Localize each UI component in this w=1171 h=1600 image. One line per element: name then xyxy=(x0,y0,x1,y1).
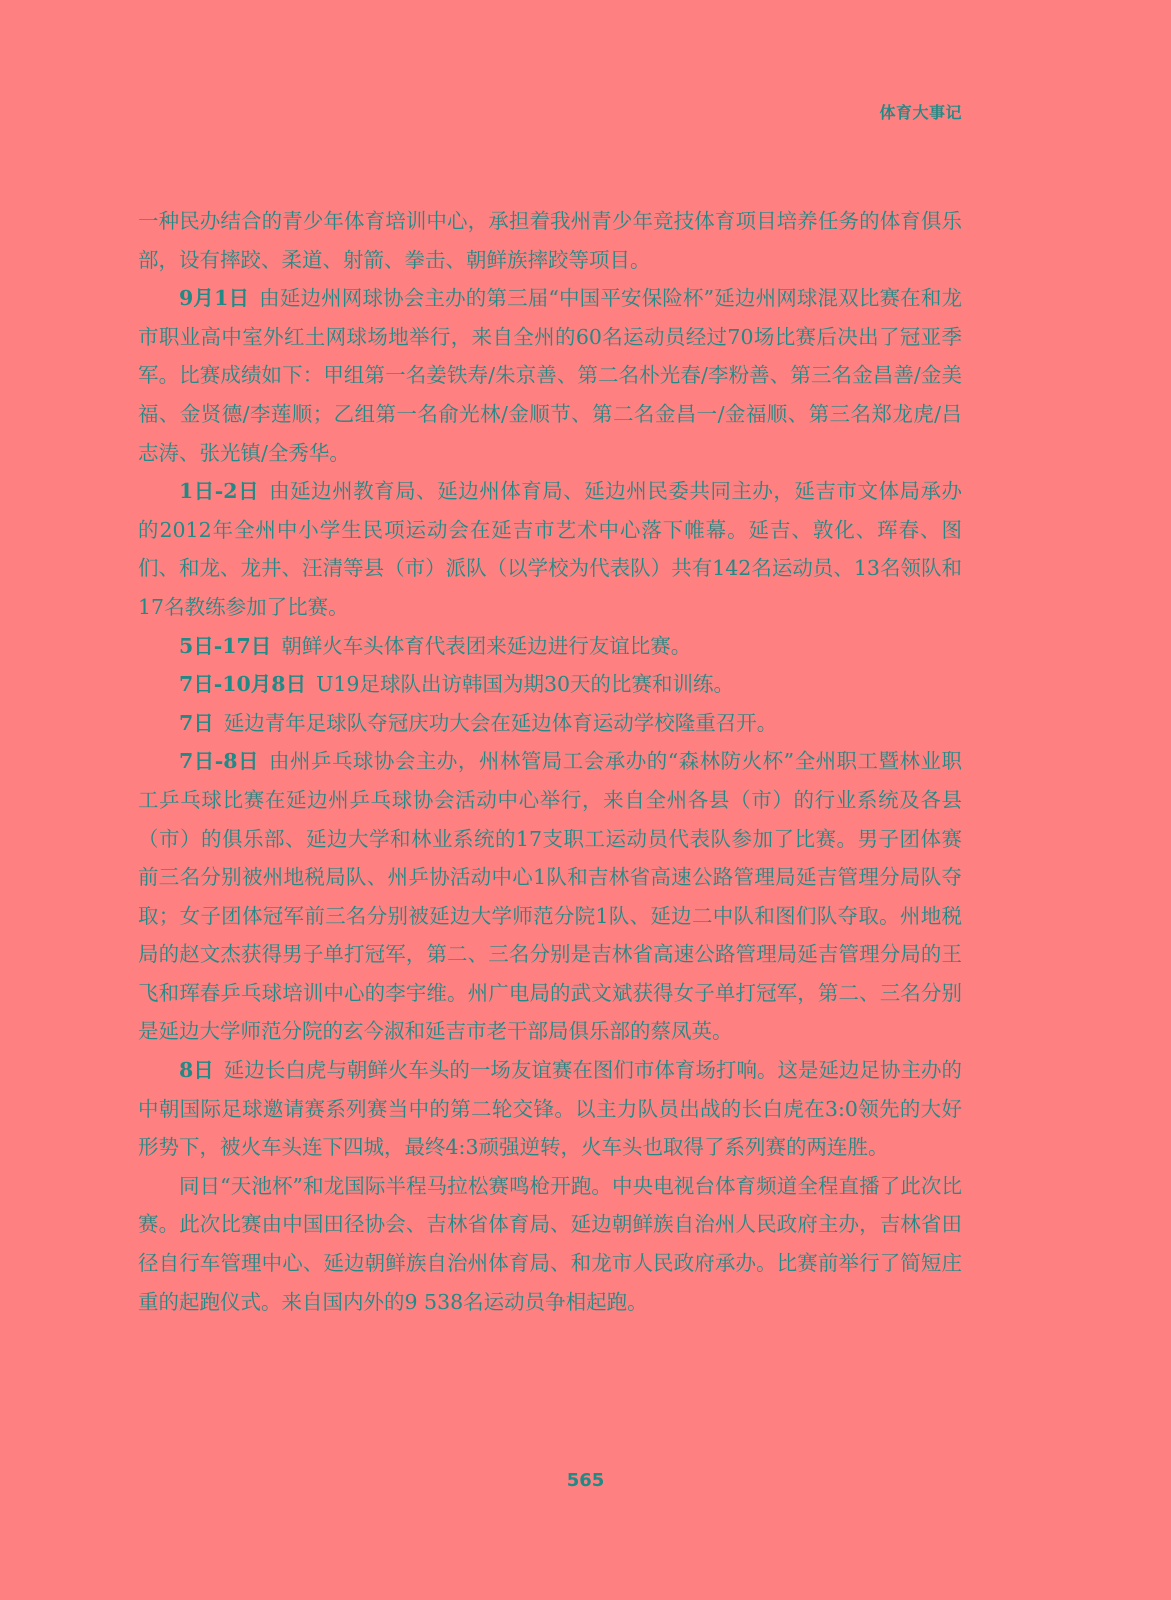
paragraph xyxy=(138,202,962,279)
paragraph xyxy=(138,704,962,743)
event-date: 5日-17日 xyxy=(179,633,272,658)
paragraph xyxy=(138,1051,962,1167)
event-date: 7日-10月8日 xyxy=(179,672,307,697)
paragraph-text: 一种民办结合的青少年体育培训中心，承担着我州青少年竞技体育项目培养任务的体育俱乐部，设有摔跤、柔道、射箭、拳击、朝鲜族摔跤等项目。 xyxy=(138,209,962,272)
paragraph xyxy=(138,1167,962,1321)
paragraph-text: 由州乒乓球协会主办，州林管局工会承办的“森林防火杯”全州职工暨林业职工乒乓球比赛在延边州乒乓球协会活动中心举行，来自全州各县（市）的行业系统及各县（市）的俱乐部、延边大学和林业系统的17支职工运动员代表队参加了比赛。男子团体赛前三名分别被州地税局队、州乒协活动中心1队和吉林省高速公路管理局延吉管理分局队夺取；女子团体冠军前三名分别被延边大学师范分院1队、延边二中队和图们队夺取。州地税局的赵文杰获得男子单打冠军，第二、三名分别是吉林省高速公路管理局延吉管理分局的王飞和珲春乒乓球培训中心的李宇维。州广电局的武文斌获得女子单打冠军，第二、三名分别是延边大学师范分院的玄今淑和延吉市老干部局俱乐部的蔡凤英。 xyxy=(138,749,962,1044)
paragraph-text: U19足球队出访韩国为期30天的比赛和训练。 xyxy=(316,672,735,697)
paragraph-text: 延边长白虎与朝鲜火车头的一场友谊赛在图们市体育场打响。这是延边足协主办的中朝国际足球邀请赛系列赛当中的第二轮交锋。以主力队员出战的长白虎在3:0领先的大好形势下，被火车头连下四城，最终4:3顽强逆转，火车头也取得了系列赛的两连胜。 xyxy=(138,1058,963,1160)
paragraph-text: 由延边州教育局、延边州体育局、延边州民委共同主办，延吉市文体局承办的2012年全州中小学生民项运动会在延吉市艺术中心落下帷幕。延吉、敦化、珲春、图们、和龙、龙井、汪清等县（市）派队（以学校为代表队）共有142名运动员、13名领队和17名教练参加了比赛。 xyxy=(138,479,962,619)
event-date: 7日-8日 xyxy=(179,749,259,774)
paragraph xyxy=(138,627,962,666)
paragraph-text: 由延边州网球协会主办的第三届“中国平安保险杯”延边州网球混双比赛在和龙市职业高中室外红土网球场地举行，来自全州的60名运动员经过70场比赛后决出了冠亚季军。比赛成绩如下：甲组第一名姜铁寿/朱京善、第二名朴光春/李粉善、第三名金昌善/金美福、金贤德/李莲顺；乙组第一名俞光林/金顺节、第二名金昌一/金福顺、第三名郑龙虎/吕志涛、张光镇/全秀华。 xyxy=(138,286,962,465)
paragraph xyxy=(138,472,962,626)
paragraph-text: 朝鲜火车头体育代表团来延边进行友谊比赛。 xyxy=(281,633,692,658)
paragraph xyxy=(138,665,962,704)
event-date: 7日 xyxy=(179,710,214,735)
paragraph-text: 延边青年足球队夺冠庆功大会在延边体育运动学校隆重召开。 xyxy=(223,710,778,735)
paragraph xyxy=(138,279,962,472)
event-date: 9月1日 xyxy=(179,286,250,311)
paragraph-text: 同日“天池杯”和龙国际半程马拉松赛鸣枪开跑。中央电视台体育频道全程直播了此次比赛。此次比赛由中国田径协会、吉林省体育局、延边朝鲜族自治州人民政府主办，吉林省田径自行车管理中心、延边朝鲜族自治州体育局、和龙市人民政府承办。比赛前举行了简短庄重的起跑仪式。来自国内外的9 538名运动员争相起跑。 xyxy=(138,1173,962,1314)
article-body xyxy=(138,202,962,1321)
paragraph xyxy=(138,742,962,1051)
event-date: 1日-2日 xyxy=(179,479,260,504)
event-date: 8日 xyxy=(179,1058,214,1083)
running-header-title: 体育大事记 xyxy=(879,103,962,122)
page-number: 565 xyxy=(566,1470,605,1491)
